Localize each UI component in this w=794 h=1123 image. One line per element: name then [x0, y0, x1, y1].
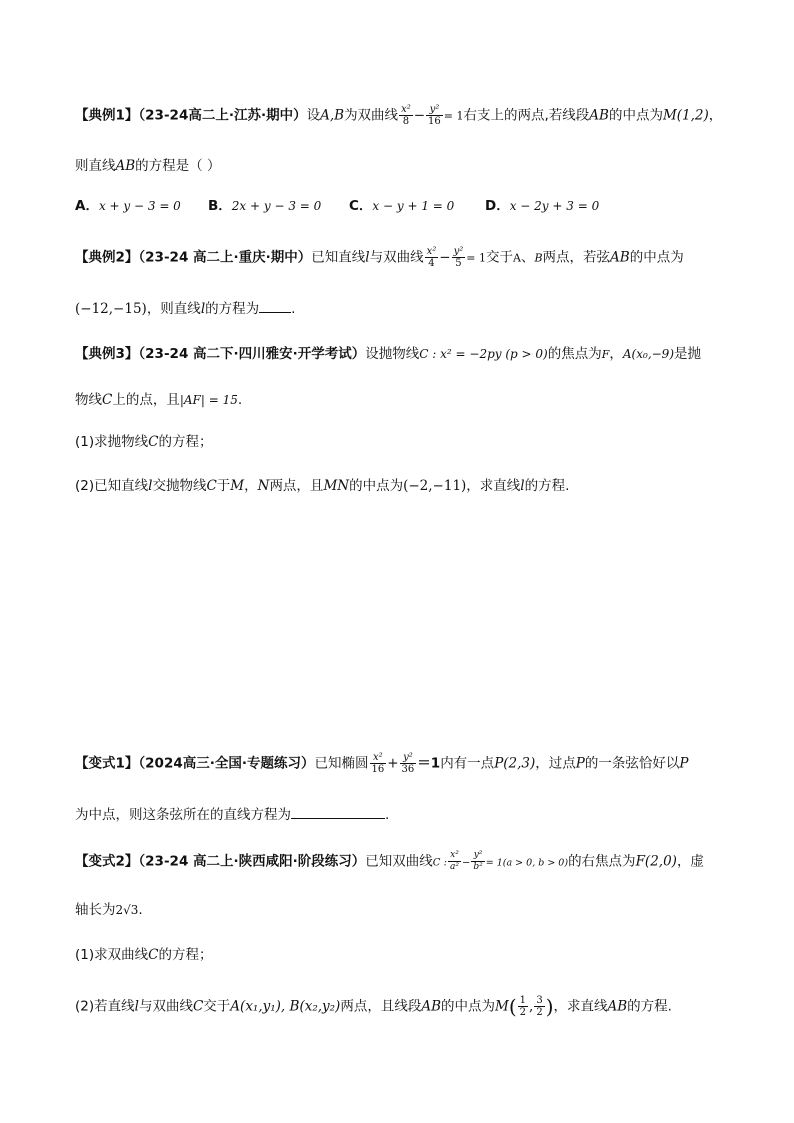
math: A(x₁,y₁), B(x₂,y₂): [230, 998, 341, 1015]
math: A,B: [320, 107, 345, 124]
math: A: [512, 251, 521, 265]
option-text: x − 2y + 3 = 0: [509, 199, 600, 213]
numerator: 1: [519, 995, 527, 1006]
text: 内有一点: [440, 755, 495, 772]
text: .: [138, 902, 143, 918]
math: AB: [589, 107, 609, 124]
fraction: [448, 850, 461, 873]
variant-2-tag: 【变式2】: [75, 853, 139, 870]
math: C: [148, 947, 159, 963]
fraction: [399, 104, 413, 127]
text: 右支上的两点,若线段: [463, 107, 590, 124]
math: C :: [432, 857, 447, 869]
example-1-line-1: [75, 104, 722, 127]
denominator: 8: [402, 116, 410, 127]
text: 的焦点为: [547, 346, 602, 362]
math: N: [257, 478, 270, 494]
text: .: [237, 392, 243, 408]
math: (−12,−15): [75, 301, 147, 317]
math: |AF| = 15: [179, 393, 238, 407]
text: .: [291, 301, 296, 317]
math: l: [365, 249, 370, 266]
text: (2)已知直线: [75, 478, 149, 494]
math: AB: [607, 998, 628, 1015]
example-1-line-2: [75, 156, 220, 176]
text: 的中点为: [349, 478, 404, 494]
numerator: x²: [401, 104, 411, 115]
text: 的右焦点为: [568, 853, 636, 870]
text: ，: [708, 107, 723, 124]
text: 于: [216, 478, 231, 494]
denominator: 5: [455, 258, 462, 269]
variant-1-line-1: [75, 752, 688, 775]
example-3-tag: 【典例3】: [75, 346, 139, 362]
math: C: [192, 998, 204, 1015]
text: 两点，且线段: [340, 998, 422, 1015]
text: 已知双曲线: [365, 853, 433, 870]
math: = 1(a > 0, b > 0): [485, 857, 569, 869]
text: 交抛物线: [152, 478, 207, 494]
fraction: [534, 995, 544, 1018]
example-1-source: （23-24高二上·江苏·期中）: [138, 107, 307, 124]
variant-1-source: （2024高三·全国·专题练习）: [138, 755, 315, 772]
fraction: [370, 752, 387, 775]
numerator: y²: [471, 850, 484, 862]
fraction: [518, 995, 528, 1018]
denominator: 2: [536, 1007, 543, 1018]
text: 已知椭圆: [314, 755, 369, 772]
example-1-tag: 【典例1】: [75, 107, 139, 124]
text: ，则直线: [146, 301, 201, 317]
denominator: 2: [519, 1007, 527, 1018]
text: ，过点: [535, 755, 576, 772]
text: 两点，若弦: [542, 249, 611, 266]
text: (1)求双曲线: [75, 947, 149, 963]
text: 、: [520, 249, 535, 266]
text: 的方程为: [205, 301, 260, 317]
example-3-question-1: [75, 432, 212, 452]
denominator: 4: [428, 258, 435, 269]
math: l: [134, 998, 139, 1015]
text: 交于: [203, 998, 231, 1015]
fraction: [452, 246, 466, 269]
text: 则直线: [75, 158, 116, 174]
text: 设抛物线: [365, 346, 420, 362]
example-3-line-1: [75, 344, 701, 365]
math: (−2,−11): [403, 478, 467, 494]
denominator: a²: [450, 862, 459, 872]
text: ，: [609, 346, 623, 362]
math: MN: [323, 478, 350, 494]
math: C : x² = −2py (p > 0): [419, 347, 548, 361]
denominator: b²: [473, 862, 483, 872]
math: 2√3: [115, 903, 139, 917]
text: 的中点为: [629, 249, 684, 266]
text: 上的点，且: [112, 392, 180, 408]
text: 的方程是（ ）: [135, 158, 221, 174]
fraction: [425, 246, 439, 269]
option-c[interactable]: [349, 196, 454, 216]
math: F: [601, 348, 610, 361]
option-label: C．: [349, 198, 373, 214]
fraction: [471, 850, 484, 873]
text: 轴长为: [75, 902, 116, 918]
paren-left: (: [508, 994, 517, 1019]
variant-2-line-2: [75, 900, 143, 920]
example-2-source: （23-24 高二上·重庆·期中）: [138, 249, 312, 266]
paren-right: ): [545, 994, 554, 1019]
math: l: [148, 478, 153, 494]
math: C: [206, 478, 217, 494]
text: ，求直线: [466, 478, 521, 494]
math: M: [230, 478, 245, 494]
math: M(1,2): [662, 107, 709, 124]
math: P: [575, 755, 585, 772]
numerator: x²: [448, 850, 461, 862]
numerator: 3: [536, 995, 543, 1006]
variant-2-line-1: [75, 850, 704, 874]
option-label: D．: [485, 198, 510, 214]
denominator: 16: [371, 764, 385, 775]
text: (2)若直线: [75, 998, 135, 1015]
math: C: [148, 434, 159, 450]
text: 两点，且: [269, 478, 324, 494]
math: −: [461, 857, 471, 869]
math: l: [520, 478, 525, 494]
answer-blank[interactable]: [291, 804, 385, 819]
math: −: [439, 249, 451, 266]
text: 的中点为: [441, 998, 495, 1015]
variant-2-question-1: [75, 945, 212, 965]
text: ，: [244, 478, 258, 494]
text: 为中点，则这条弦所在的直线方程为: [75, 807, 291, 823]
math: = 1: [466, 251, 486, 265]
text: 的一条弦恰好以: [584, 755, 680, 772]
text: 与双曲线: [369, 249, 424, 266]
math: F(2,0): [635, 853, 677, 870]
text: 为双曲线: [344, 107, 399, 124]
math: P(2,3): [494, 755, 536, 772]
text: 物线: [75, 392, 102, 408]
option-label: B．: [208, 198, 232, 214]
math: P: [679, 755, 689, 772]
text: .: [385, 807, 390, 823]
option-a[interactable]: [75, 196, 181, 216]
math: +: [387, 755, 399, 772]
numerator: y²: [400, 752, 417, 764]
text: ，虚: [676, 853, 704, 870]
example-3-line-2: [75, 390, 242, 410]
option-text: x − y + 1 = 0: [372, 199, 455, 213]
fraction: [426, 104, 443, 127]
text: 的方程；: [158, 947, 213, 963]
math: AB: [610, 249, 630, 266]
math: ＝1: [417, 755, 441, 772]
math: l: [200, 301, 206, 317]
math: B: [534, 251, 543, 265]
math: C: [102, 392, 113, 408]
math: AB: [421, 998, 441, 1015]
text: 的中点为: [608, 107, 663, 124]
math: M: [495, 998, 509, 1015]
math: −: [413, 107, 426, 124]
text: 已知直线: [311, 249, 366, 266]
numerator: y²: [453, 246, 464, 257]
example-3-source: （23-24 高二下·四川雅安·开学考试）: [138, 346, 366, 362]
text: (1)求抛物线: [75, 434, 149, 450]
variant-1-tag: 【变式1】: [75, 755, 139, 772]
denominator: 36: [401, 764, 415, 775]
example-2-tag: 【典例2】: [75, 249, 139, 266]
variant-1-line-2: [75, 804, 389, 825]
example-2-line-2: [75, 298, 295, 319]
option-label: A．: [75, 198, 99, 214]
math: A(x₀,−9): [622, 347, 675, 361]
text: 的方程.: [524, 478, 570, 494]
numerator: x²: [426, 246, 437, 257]
text: 是抛: [674, 346, 702, 362]
text: ，求直线: [553, 998, 608, 1015]
variant-2-question-2: [75, 995, 672, 1018]
variant-2-source: （23-24 高二上·陕西咸阳·阶段练习）: [138, 853, 366, 870]
text: 与双曲线: [138, 998, 193, 1015]
denominator: 16: [428, 116, 441, 127]
text: 的方程.: [627, 998, 672, 1015]
numerator: y²: [426, 104, 443, 116]
example-3-question-2: [75, 476, 569, 496]
numerator: x²: [370, 752, 387, 764]
option-text: 2x + y − 3 = 0: [231, 199, 322, 213]
text: 交于: [485, 249, 513, 266]
text: 设: [306, 107, 321, 124]
option-d[interactable]: [485, 196, 599, 216]
text: 的方程；: [158, 434, 213, 450]
answer-blank[interactable]: [259, 298, 291, 313]
option-b[interactable]: [208, 196, 321, 216]
fraction: [400, 752, 417, 775]
math: = 1: [443, 109, 464, 123]
example-2-line-1: [75, 246, 684, 269]
math: ,: [529, 998, 534, 1015]
option-text: x + y − 3 = 0: [98, 199, 181, 213]
math: AB: [115, 158, 136, 174]
